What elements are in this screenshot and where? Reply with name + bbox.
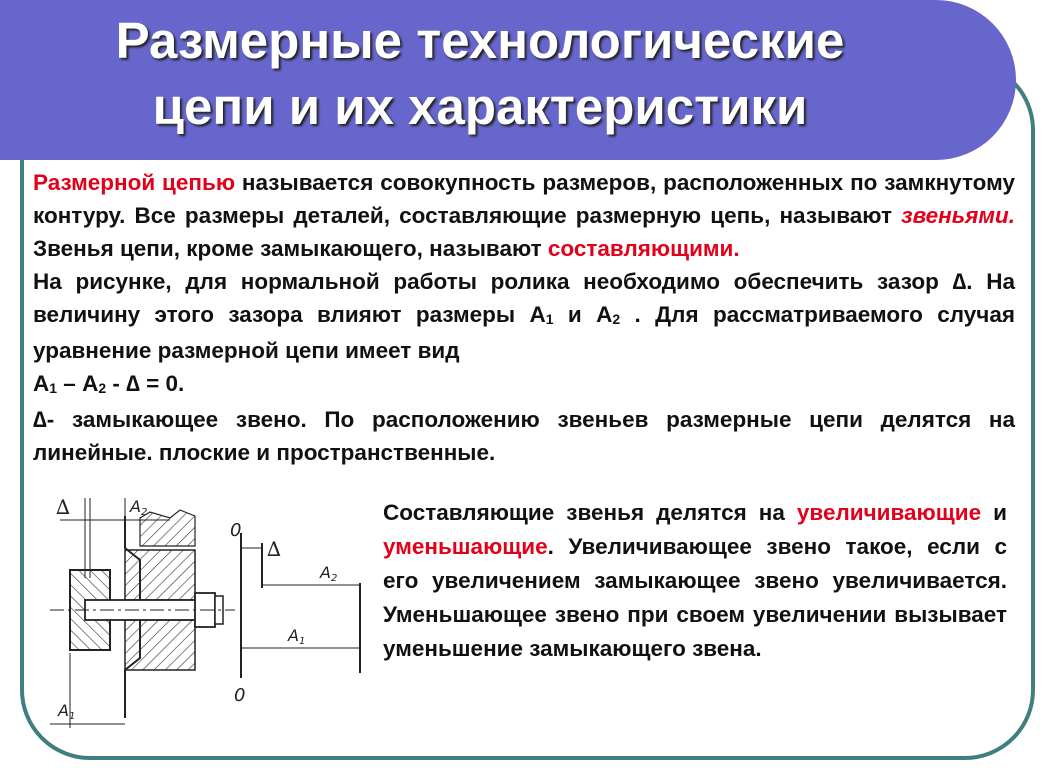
example-paragraph: На рисунке, для нормальной работы ролика необходимо обеспечить зазор ∆. На величину этого зазора влияют размеры $А_1$ и $А_2$ . Для рассматриваемого случая уравнение размерной цепи имеет вид: [33, 269, 1015, 363]
title-banner: [0, 0, 1016, 160]
links-classification-text: Составляющие звенья делятся на увеличивающие и уменьшающие. Увеличивающее звено такое, если с его увеличением замыкающее звено увеличивается. Уменьшающее звено при своем увеличении вызывает уменьшение замыкающего звена.: [383, 500, 1007, 661]
zero-bottom-label: 0: [234, 685, 246, 706]
scheme-delta-label: ∆: [267, 537, 281, 561]
definition-paragraph: Размерной цепью называется совокупность размеров, расположенных по замкнутому контуру. Все размеры деталей, составляющие размерную цепь, называют звеньями. Звенья цепи, кроме замыкающего, называют составляющими.: [33, 170, 1015, 261]
slide-title: Размерные технологические цепи и их характеристики: [115, 12, 845, 135]
dimension-chain-drawing: [30, 488, 375, 748]
scheme-a2-label: A2: [320, 563, 338, 584]
main-text: [33, 166, 1015, 469]
chain-equation: $А_1 - А_2$ - ∆ = 0.: [33, 371, 185, 396]
scheme-a1-label: A1: [288, 626, 306, 647]
chain-scheme: [230, 520, 360, 706]
delta-label: ∆: [56, 495, 70, 519]
zero-top-label: 0: [230, 520, 242, 541]
closing-link-paragraph: ∆- замыкающее звено. По расположению звеньев размерные цепи делятся на линейные. плоские и пространственные.: [33, 407, 1015, 465]
a1-label: A1: [58, 701, 76, 722]
a2-label: A2: [130, 497, 148, 518]
